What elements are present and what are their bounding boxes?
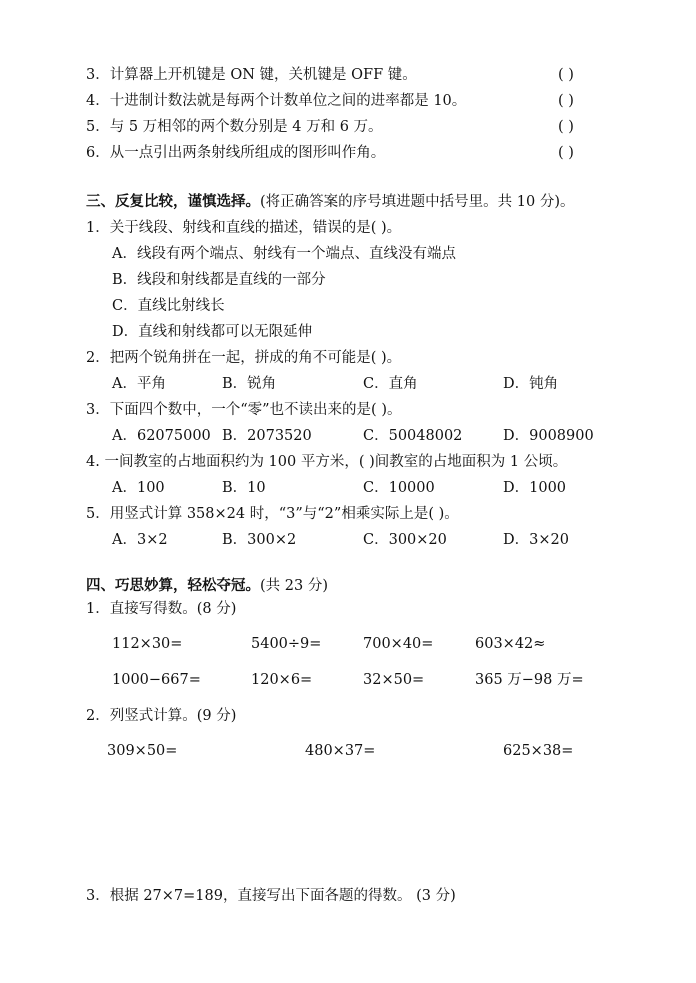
calc-item: 5400÷9= [251, 636, 322, 652]
calc-item: 603×42≈ [475, 636, 546, 652]
q3-5-option-b[interactable]: B．300×2 [222, 532, 297, 548]
judge-answer-paren-4[interactable]: ( ) [558, 93, 574, 109]
q3-1-option-b[interactable]: B．线段和射线都是直线的一部分 [112, 272, 326, 288]
q3-2-option-b[interactable]: B．锐角 [222, 376, 277, 392]
section3-heading [86, 192, 574, 212]
calc-item: 112×30= [112, 636, 183, 652]
q3-4-stem: 4. 一间教室的占地面积约为 100 平方米，( )间教室的占地面积为 1 公顷。 [86, 454, 568, 470]
q3-2-option-c[interactable]: C．直角 [363, 376, 418, 392]
q3-5-option-c[interactable]: C．300×20 [363, 532, 447, 548]
q3-1-stem: 1．关于线段、射线和直线的描述，错误的是( )。 [86, 220, 402, 236]
calc-item: 32×50= [363, 672, 425, 688]
q3-2-option-d[interactable]: D．钝角 [503, 376, 559, 392]
judge-answer-paren-5[interactable]: ( ) [558, 119, 574, 135]
judge-item-4: 4．十进制计数法就是每两个计数单位之间的进率都是 10。 [86, 93, 467, 109]
calc-item: 1000−667= [112, 672, 201, 688]
q3-1-option-a[interactable]: A．线段有两个端点、射线有一个端点、直线没有端点 [112, 246, 456, 262]
q3-5-option-d[interactable]: D．3×20 [503, 532, 569, 548]
section3-title: 三、反复比较，谨慎选择。 [86, 193, 260, 210]
q3-4-option-d[interactable]: D．1000 [503, 480, 567, 496]
q3-1-option-c[interactable]: C．直线比射线长 [112, 298, 225, 314]
q3-4-option-a[interactable]: A．100 [112, 480, 165, 496]
q3-3-option-b[interactable]: B．2073520 [222, 428, 312, 444]
q4-2-stem: 2．列竖式计算。(9 分) [86, 708, 237, 724]
q3-5-stem: 5．用竖式计算 358×24 时，“3”与“2”相乘实际上是( )。 [86, 506, 459, 522]
vertical-calc-item: 480×37= [305, 743, 376, 759]
judge-item-5: 5．与 5 万相邻的两个数分别是 4 万和 6 万。 [86, 119, 383, 135]
judge-item-3: 3．计算器上开机键是 ON 键，关机键是 OFF 键。 [86, 67, 417, 83]
q3-3-option-c[interactable]: C．50048002 [363, 428, 463, 444]
section4-points: (共 23 分) [260, 578, 328, 594]
judge-answer-paren-6[interactable]: ( ) [558, 145, 574, 161]
q4-1-stem: 1．直接写得数。(8 分) [86, 601, 237, 617]
section4-title: 四、巧思妙算，轻松夺冠。 [86, 577, 260, 594]
section3-instruction: (将正确答案的序号填进题中括号里。共 10 分)。 [260, 194, 575, 210]
q3-5-option-a[interactable]: A．3×2 [112, 532, 168, 548]
calc-item: 700×40= [363, 636, 434, 652]
calc-item: 120×6= [251, 672, 313, 688]
q3-3-stem: 3．下面四个数中，一个“零”也不读出来的是( )。 [86, 402, 402, 418]
q3-4-option-b[interactable]: B．10 [222, 480, 266, 496]
q3-3-option-d[interactable]: D．9008900 [503, 428, 594, 444]
section4-heading [86, 576, 328, 596]
q3-1-option-d[interactable]: D．直线和射线都可以无限延伸 [112, 324, 313, 340]
q3-2-stem: 2．把两个锐角拼在一起，拼成的角不可能是( )。 [86, 350, 402, 366]
q4-3-stem: 3．根据 27×7=189，直接写出下面各题的得数。 (3 分) [86, 888, 456, 904]
vertical-calc-item: 309×50= [107, 743, 178, 759]
judge-answer-paren-3[interactable]: ( ) [558, 67, 574, 83]
q3-3-option-a[interactable]: A．62075000 [112, 428, 211, 444]
vertical-calc-item: 625×38= [503, 743, 574, 759]
judge-item-6: 6．从一点引出两条射线所组成的图形叫作角。 [86, 145, 386, 161]
q3-4-option-c[interactable]: C．10000 [363, 480, 435, 496]
calc-item: 365 万−98 万= [475, 672, 584, 688]
q3-2-option-a[interactable]: A．平角 [112, 376, 166, 392]
